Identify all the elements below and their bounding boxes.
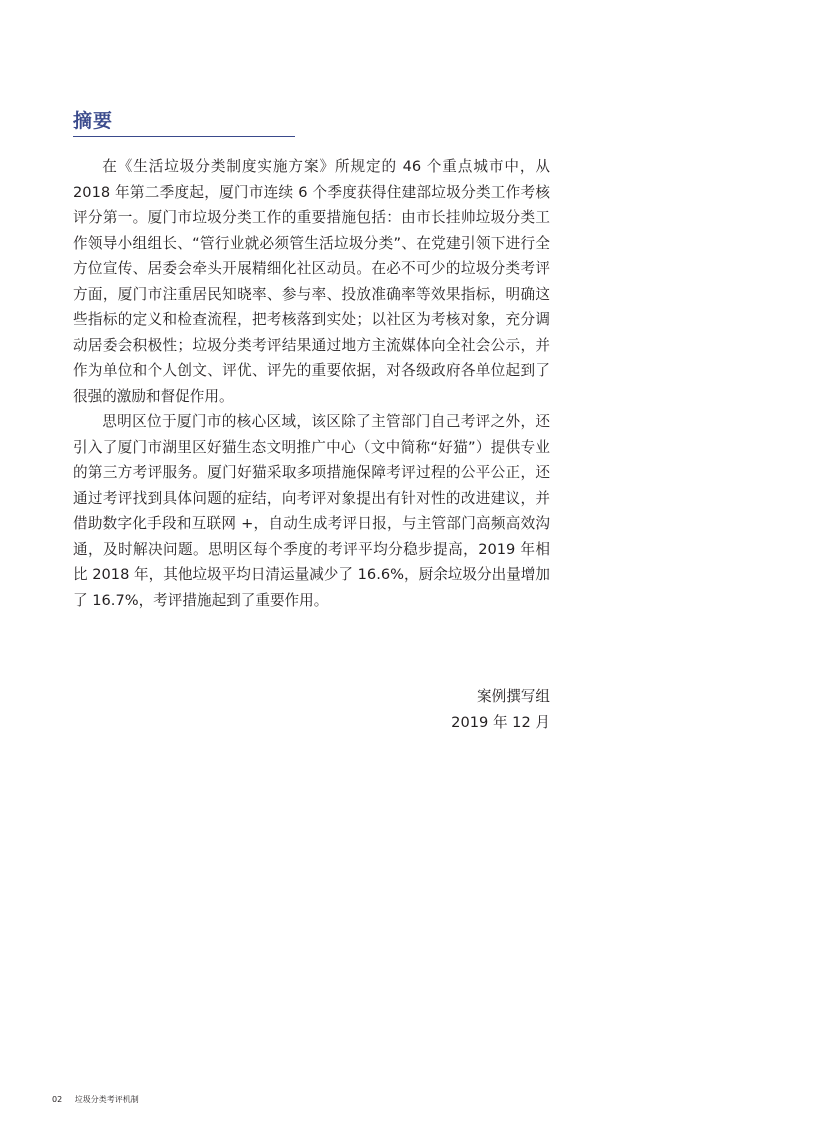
- footer-book-title: 垃圾分类考评机制: [74, 1095, 139, 1104]
- abstract-paragraph-1: 在《生活垃圾分类制度实施方案》所规定的 46 个重点城市中，从 2018 年第二季度起，厦门市连续 6 个季度获得住建部垃圾分类工作考核评分第一。厦门市垃圾分类工作的重要措施包括：由市长挂帅垃圾分类工作领导小组组长、“管行业就必须管生活垃圾分类”、在党建引领下进行全方位宣传、居委会牵头开展精细化社区动员。在必不可少的垃圾分类考评方面，厦门市注重居民知晓率、参与率、投放准确率等效果指标，明确这些指标的定义和检查流程，把考核落到实处；以社区为考核对象，充分调动居委会积极性；垃圾分类考评结果通过地方主流媒体向全社会公示，并作为单位和个人创文、评优、评先的重要依据，对各级政府各单位起到了很强的激励和督促作用。: [73, 158, 550, 405]
- page-number: 02: [52, 1095, 63, 1104]
- signature-date: 2019 年 12 月: [451, 713, 550, 731]
- signature-author: 案例撰写组: [477, 688, 550, 705]
- signature-block: [380, 684, 550, 735]
- abstract-paragraph-2: 思明区位于厦门市的核心区域，该区除了主管部门自己考评之外，还引入了厦门市湖里区好猫生态文明推广中心（文中简称“好猫”）提供专业的第三方考评服务。厦门好猫采取多项措施保障考评过程的公平公正，还通过考评找到具体问题的症结，向考评对象提出有针对性的改进建议，并借助数字化手段和互联网 +，自动生成考评日报，与主管部门高频高效沟通，及时解决问题。思明区每个季度的考评平均分稳步提高，2019 年相比 2018 年，其他垃圾平均日清运量减少了 16.6%，厨余垃圾分出量增加了 16.7%，考评措施起到了重要作用。: [73, 413, 550, 609]
- page-footer: [52, 1094, 139, 1105]
- abstract-body: [73, 154, 550, 613]
- section-title-underline: [73, 136, 295, 137]
- section-title: 摘要: [73, 110, 114, 132]
